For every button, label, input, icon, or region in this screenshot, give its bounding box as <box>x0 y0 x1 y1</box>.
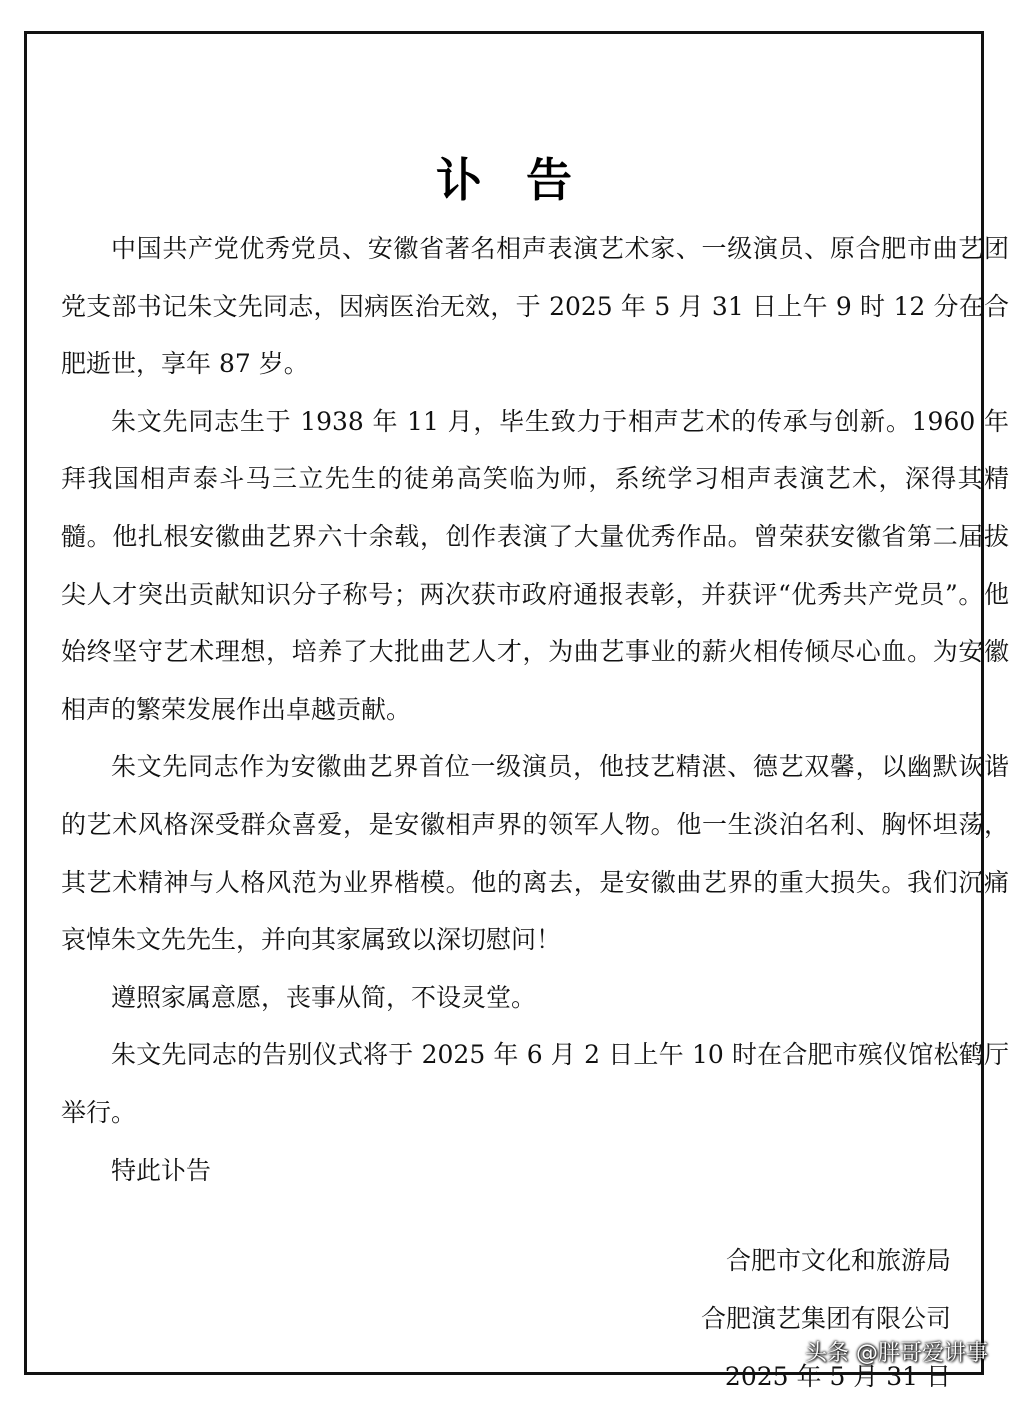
signer-culture-tourism-bureau: 合肥市文化和旅游局 <box>725 1246 951 1275</box>
signature-block <box>701 1232 951 1406</box>
paragraph-family-wishes: 遵照家属意愿，丧事从简，不设灵堂。 <box>111 982 537 1012</box>
watermark: 头条 @胖哥爱讲事 <box>805 1341 988 1366</box>
paragraph-biography: 朱文先同志生于 1938 年 11 月，毕生致力于相声艺术的传承与创新。1960 年拜我国相声泰斗马三立先生的徒弟高笑临为师，系统学习相声表演艺术，深得其精髓。他扎根安徽曲艺界六十余载，创作表演了大量优秀作品。曾荣获安徽省第二届拔尖人才突出贡献知识分子称号；两次获市政府通报表彰，并获评“优秀共产党员”。他始终坚守艺术理想，培养了大批曲艺人才，为曲艺事业的薪火相传倾尽心血。为安徽相声的繁荣发展作出卓越贡献。 <box>61 406 1009 724</box>
paragraph-closing: 特此讣告 <box>111 1155 212 1185</box>
paragraph-death-announcement: 中国共产党优秀党员、安徽省著名相声表演艺术家、一级演员、原合肥市曲艺团党支部书记朱文先同志，因病医治无效，于 2025 年 5 月 31 日上午 9 时 12 分在合肥逝世，享年 87 岁。 <box>61 234 1009 379</box>
notice-document <box>24 31 1009 1391</box>
paragraph-farewell-ceremony: 朱文先同志的告别仪式将于 2025 年 6 月 2 日上午 10 时在合肥市殡仪馆松鹤厅举行。 <box>61 1040 1009 1127</box>
paragraph-tribute: 朱文先同志作为安徽曲艺界首位一级演员，他技艺精湛、德艺双馨，以幽默诙谐的艺术风格深受群众喜爱，是安徽相声界的领军人物。他一生淡泊名利、胸怀坦荡，其艺术精神与人格风范为业界楷模。他的离去，是安徽曲艺界的重大损失。我们沉痛哀悼朱文先先生，并向其家属致以深切慰问！ <box>61 752 1009 955</box>
signer-performing-arts-group: 合肥演艺集团有限公司 <box>700 1304 951 1333</box>
notice-title: 讣告 <box>436 153 616 207</box>
notice-date: 2025 年 5 月 31 日 <box>724 1362 951 1391</box>
notice-body <box>61 220 1009 1199</box>
